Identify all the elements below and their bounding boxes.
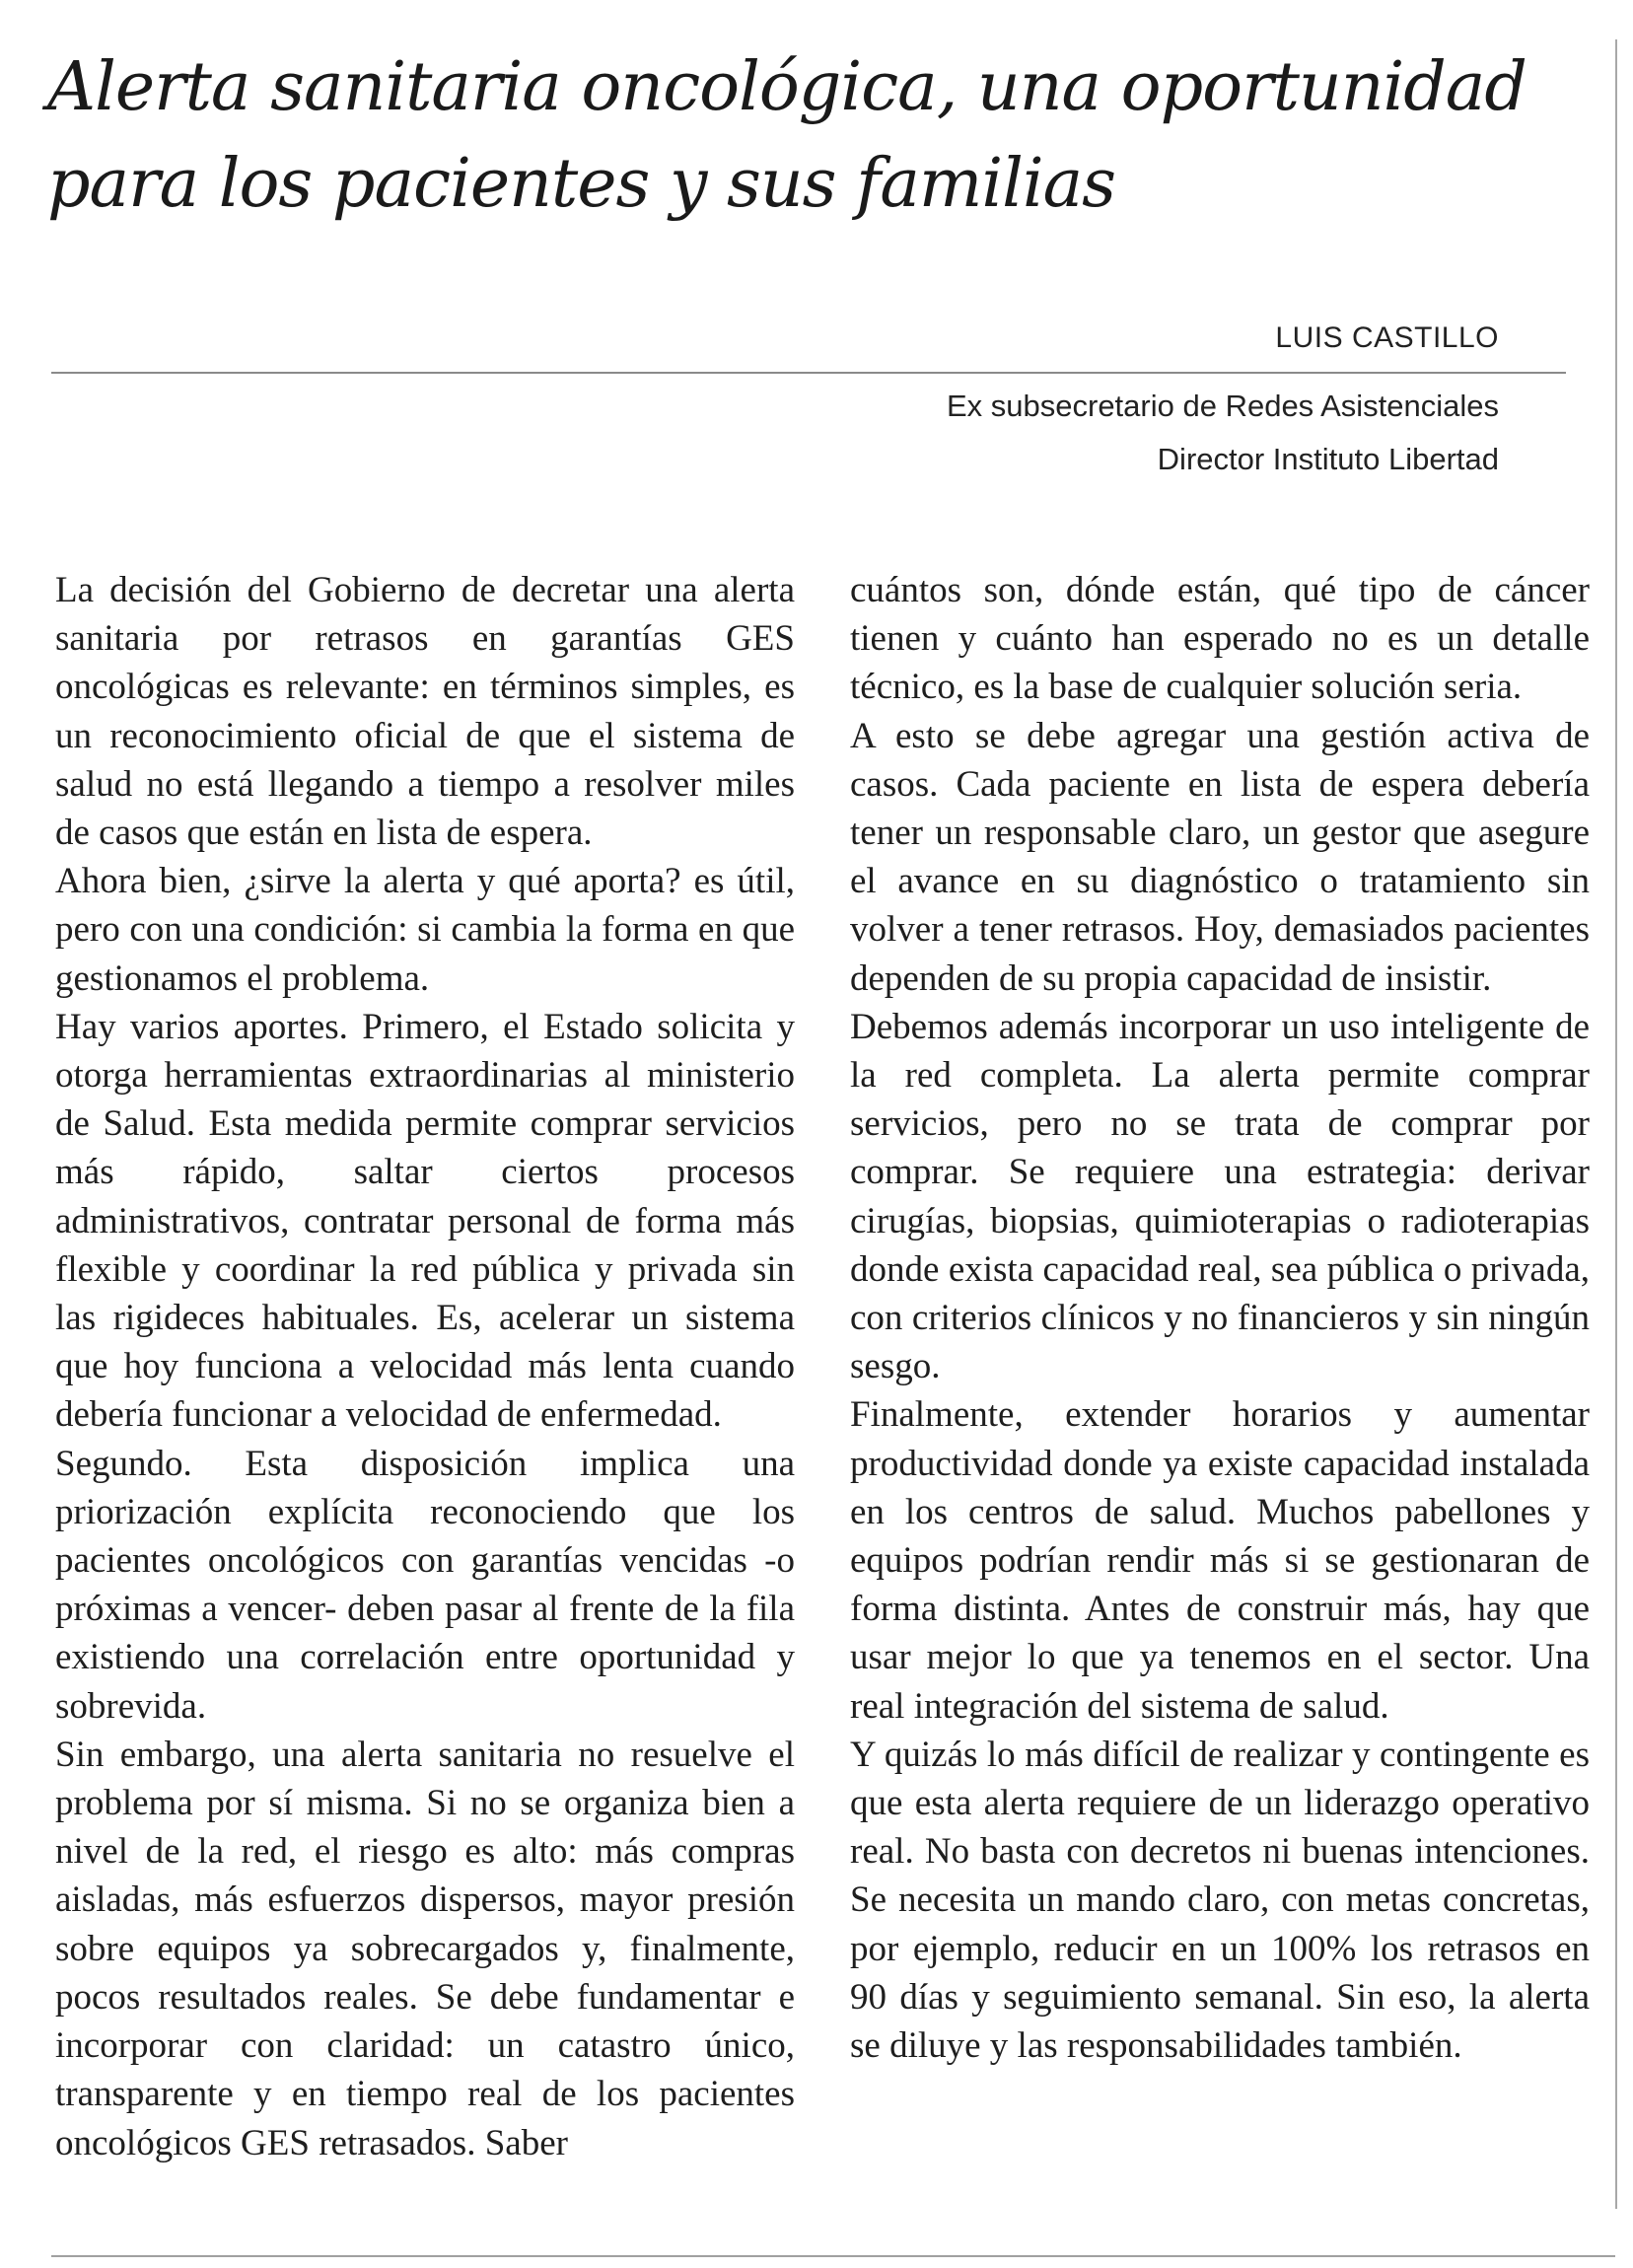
paragraph: Hay varios aportes. Primero, el Estado solicita y otorga herramientas extraordinarias al ministerio de Salud. Esta medida permite comprar servicios más rápido, saltar ciertos procesos administrativos, contratar personal de forma más flexible y coordinar la red pública y privada sin las rigideces habituales. Es, acelerar un sistema que hoy funciona a velocidad más lenta cuando debería funcionar a velocidad de enfermedad. <box>55 1006 795 1436</box>
paragraph: Debemos además incorporar un uso inteligente de la red completa. La alerta permite comprar servicios, pero no se trata de comprar por comprar. Se requiere una estrategia: derivar cirugías, biopsias, quimioterapias o radioterapias donde exista capacidad real, sea pública o privada, con criterios clínicos y no financieros y sin ningún sesgo. <box>850 1006 1590 1387</box>
paragraph: Segundo. Esta disposición implica una priorización explícita reconociendo que los pacientes oncológicos con garantías vencidas -o próximas a vencer- deben pasar al frente de la fila existiendo una correlación entre oportunidad y sobrevida. <box>55 1443 795 1727</box>
headline-line-1: Alerta sanitaria oncológica, una oportunidad <box>47 48 1526 126</box>
paragraph: La decisión del Gobierno de decretar una alerta sanitaria por retrasos en garantías GES oncológicas es relevante: en términos simples, es un reconocimiento oficial de que el sistema de salud no está llegando a tiempo a resolver miles de casos que están en lista de espera. <box>55 570 795 854</box>
author-role-2: Director Instituto Libertad <box>1157 442 1499 476</box>
paragraph: Sin embargo, una alerta sanitaria no resuelve el problema por sí misma. Si no se organiza bien a nivel de la red, el riesgo es alto: más compras aisladas, más esfuerzos dispersos, mayor presión sobre equipos ya sobrecargados y, finalmente, pocos resultados reales. Se debe fundamentar e incorporar con claridad: un catastro único, transparente y en tiempo real de los pacientes oncológicos GES retrasados. Saber <box>55 1734 795 2163</box>
author-role-1: Ex subsecretario de Redes Asistenciales <box>946 389 1499 423</box>
header-divider <box>51 372 1566 374</box>
paragraph: A esto se debe agregar una gestión activa de casos. Cada paciente en lista de espera debería tener un responsable claro, un gestor que asegure el avance en su diagnóstico o tratamiento sin volver a tener retrasos. Hoy, demasiados pacientes dependen de su propia capacidad de insistir. <box>850 715 1590 999</box>
body-column-left <box>55 566 795 2167</box>
headline-line-2: para los pacientes y sus familias <box>47 145 1116 223</box>
paragraph: Y quizás lo más difícil de realizar y contingente es que esta alerta requiere de un liderazgo operativo real. No basta con decretos ni buenas intenciones. Se necesita un mando claro, con metas concretas, por ejemplo, reducir en un 100% los retrasos en 90 días y seguimiento semanal. Sin eso, la alerta se diluye y las responsabilidades también. <box>850 1734 1590 2067</box>
headline <box>47 39 1586 233</box>
column-border-right <box>1615 39 1617 2209</box>
body-column-right <box>850 566 1590 2070</box>
paragraph: Finalmente, extender horarios y aumentar productividad donde ya existe capacidad instalada en los centros de salud. Muchos pabellones y equipos podrían rendir más si se gestionaran de forma distinta. Antes de construir más, hay que usar mejor lo que ya tenemos en el sector. Una real integración del sistema de salud. <box>850 1394 1590 1727</box>
paragraph: cuántos son, dónde están, qué tipo de cáncer tienen y cuánto han esperado no es un detalle técnico, es la base de cualquier solución seria. <box>850 570 1590 708</box>
paragraph: Ahora bien, ¿sirve la alerta y qué aporta? es útil, pero con una condición: si cambia la forma en que gestionamos el problema. <box>55 861 795 999</box>
footer-divider <box>51 2255 1615 2257</box>
author-name: LUIS CASTILLO <box>1275 321 1499 354</box>
